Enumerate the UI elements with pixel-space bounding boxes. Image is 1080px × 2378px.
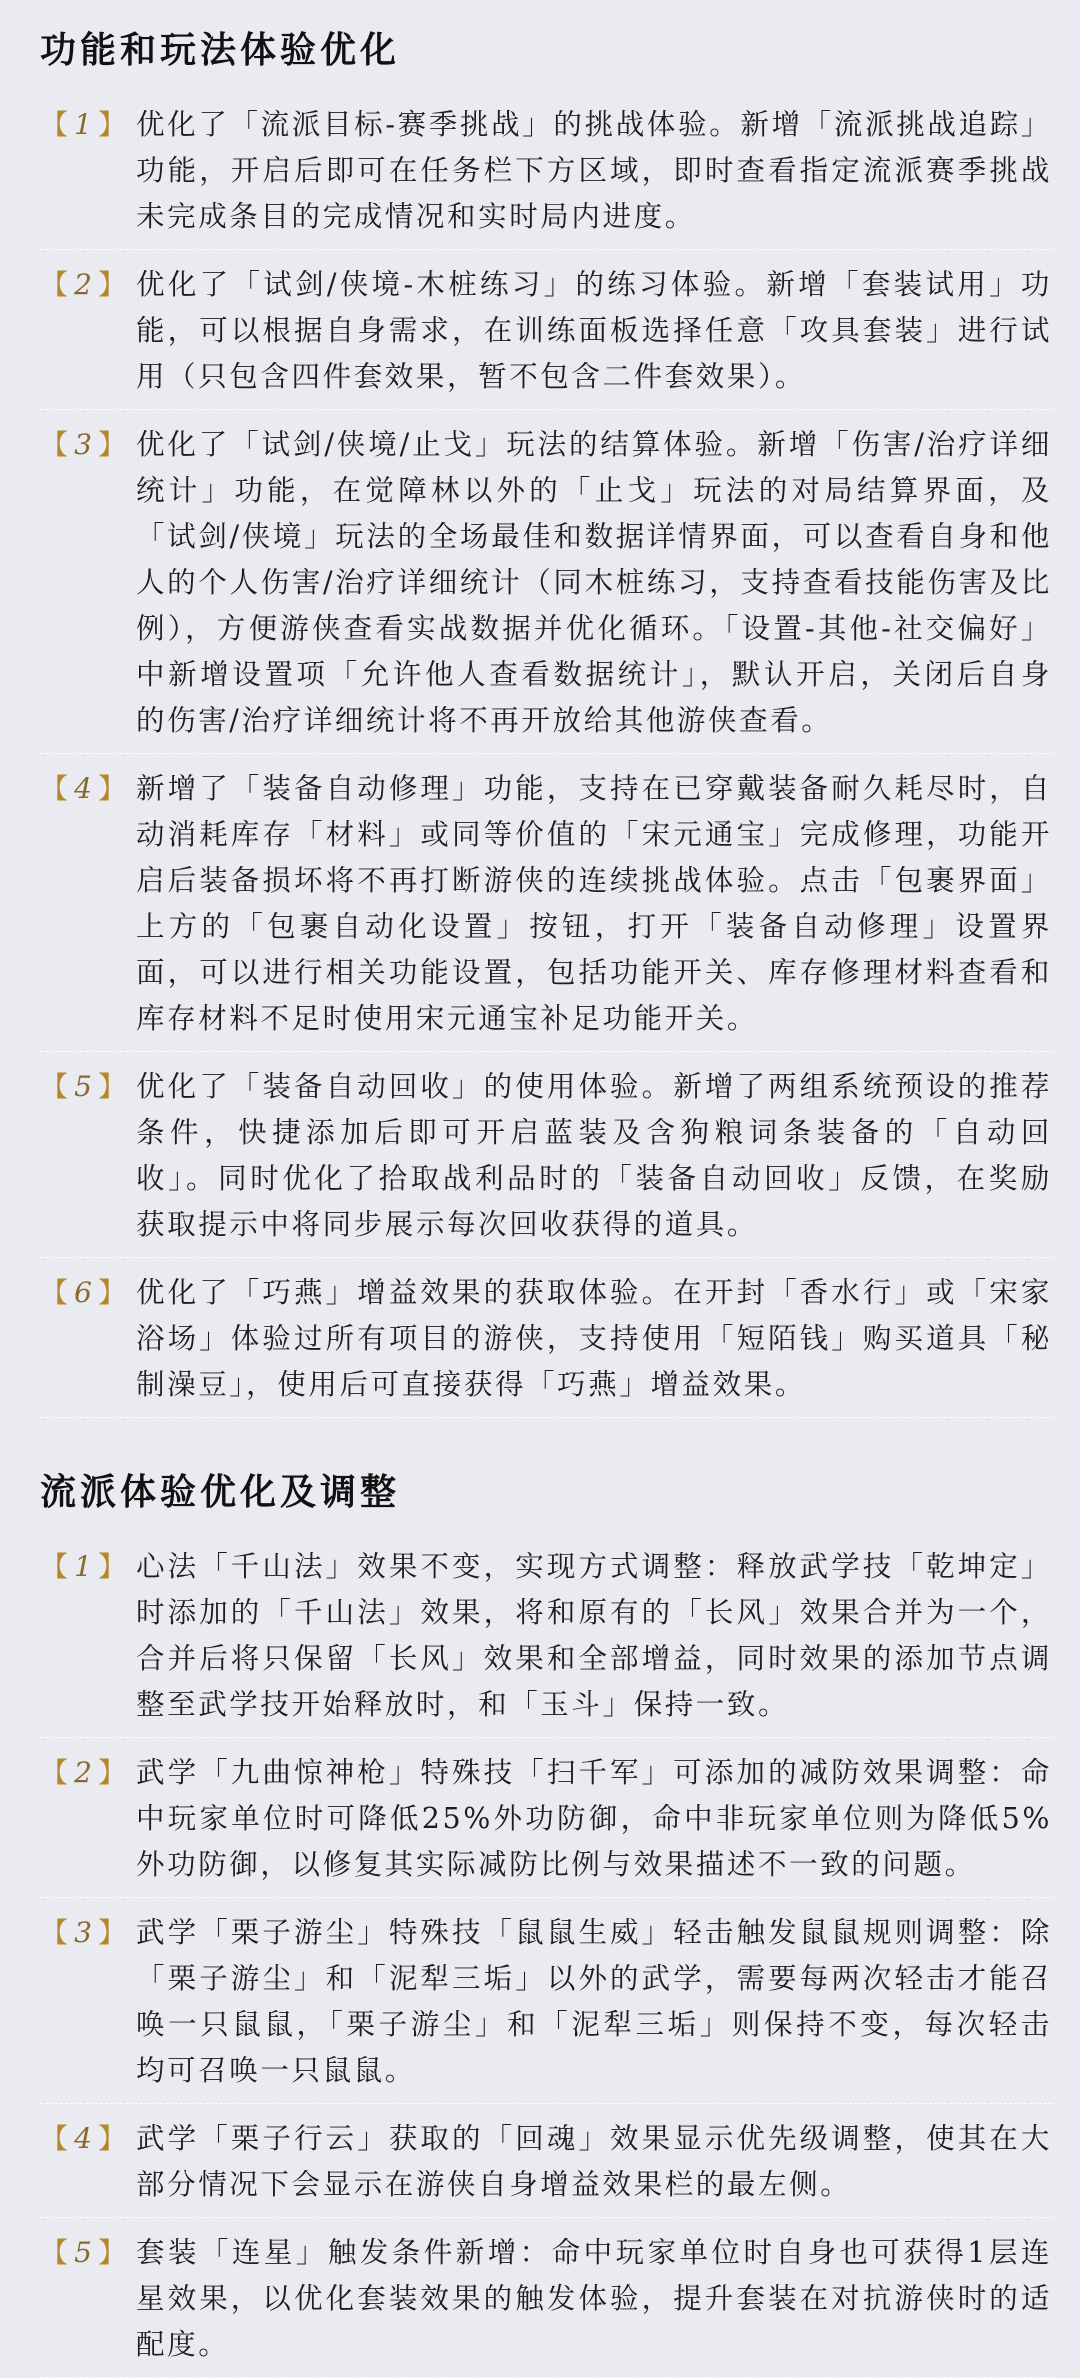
item-number-badge <box>40 1064 136 1110</box>
list-item <box>40 102 1052 250</box>
item-number-badge <box>40 1910 136 1956</box>
item-text: 武学「栗子行云」获取的「回魂」效果显示优先级调整，使其在大部分情况下会显示在游侠自身增益效果栏的最左侧。 <box>136 2122 1052 2201</box>
bracket-open: 【 <box>40 428 69 461</box>
item-number: 3 <box>74 428 92 461</box>
item-number: 6 <box>74 1276 92 1309</box>
item-number: 3 <box>74 1916 92 1949</box>
bracket-close: 】 <box>98 2236 127 2269</box>
bracket-open: 【 <box>40 1756 69 1789</box>
item-number-badge <box>40 1750 136 1796</box>
bracket-close: 】 <box>98 268 127 301</box>
bracket-open: 【 <box>40 1550 69 1583</box>
bracket-close: 】 <box>98 772 127 805</box>
bracket-close: 】 <box>98 428 127 461</box>
item-text: 新增了「装备自动修理」功能，支持在已穿戴装备耐久耗尽时，自动消耗库存「材料」或同等价值的「宋元通宝」完成修理，功能开启后装备损坏将不再打断游侠的连续挑战体验。点击「包裹界面」上方的「包裹自动化设置」按钮，打开「装备自动修理」设置界面，可以进行相关功能设置，包括功能开关、库存修理材料查看和库存材料不足时使用宋元通宝补足功能开关。 <box>136 772 1052 1035</box>
item-number: 1 <box>74 1550 92 1583</box>
item-text: 武学「栗子游尘」特殊技「鼠鼠生威」轻击触发鼠鼠规则调整：除「栗子游尘」和「泥犁三垢」以外的武学，需要每两次轻击才能召唤一只鼠鼠，「栗子游尘」和「泥犁三垢」则保持不变，每次轻击均可召唤一只鼠鼠。 <box>136 1916 1052 2087</box>
item-number: 5 <box>74 2236 92 2269</box>
item-number-badge <box>40 2230 136 2276</box>
item-number-badge <box>40 2116 136 2162</box>
item-number: 2 <box>74 268 92 301</box>
item-number: 1 <box>74 108 92 141</box>
bracket-open: 【 <box>40 772 69 805</box>
item-number: 2 <box>74 1756 92 1789</box>
list-item <box>40 1270 1052 1418</box>
bracket-close: 】 <box>98 108 127 141</box>
item-number-badge <box>40 262 136 308</box>
section-features-list <box>40 102 1052 1418</box>
bracket-open: 【 <box>40 2236 69 2269</box>
list-item <box>40 1750 1052 1898</box>
bracket-open: 【 <box>40 108 69 141</box>
section-school-list <box>40 1544 1052 2378</box>
list-item <box>40 766 1052 1052</box>
bracket-open: 【 <box>40 2122 69 2155</box>
item-text: 优化了「流派目标-赛季挑战」的挑战体验。新增「流派挑战追踪」功能，开启后即可在任务栏下方区域，即时查看指定流派赛季挑战未完成条目的完成情况和实时局内进度。 <box>136 108 1052 233</box>
item-text: 优化了「试剑/侠境-木桩练习」的练习体验。新增「套装试用」功能，可以根据自身需求，在训练面板选择任意「攻具套装」进行试用（只包含四件套效果，暂不包含二件套效果）。 <box>136 268 1052 393</box>
item-number-badge <box>40 766 136 812</box>
list-item <box>40 1910 1052 2104</box>
list-item <box>40 2116 1052 2218</box>
item-text: 武学「九曲惊神枪」特殊技「扫千军」可添加的减防效果调整：命中玩家单位时可降低25%外功防御，命中非玩家单位则为降低5%外功防御，以修复其实际减防比例与效果描述不一致的问题。 <box>136 1756 1052 1881</box>
item-number-badge <box>40 1544 136 1590</box>
list-item <box>40 1544 1052 1738</box>
item-number: 5 <box>74 1070 92 1103</box>
list-item <box>40 2230 1052 2378</box>
bracket-close: 】 <box>98 1550 127 1583</box>
item-text: 优化了「试剑/侠境/止戈」玩法的结算体验。新增「伤害/治疗详细统计」功能，在觉障林以外的「止戈」玩法的对局结算界面，及「试剑/侠境」玩法的全场最佳和数据详情界面，可以查看自身和他人的个人伤害/治疗详细统计（同木桩练习，支持查看技能伤害及比例），方便游侠查看实战数据并优化循环。「设置-其他-社交偏好」中新增设置项「允许他人查看数据统计」，默认开启，关闭后自身的伤害/治疗详细统计将不再开放给其他游侠查看。 <box>136 428 1052 737</box>
item-number-badge <box>40 102 136 148</box>
list-item <box>40 1064 1052 1258</box>
item-number: 4 <box>74 772 92 805</box>
item-number-badge <box>40 1270 136 1316</box>
item-text: 优化了「巧燕」增益效果的获取体验。在开封「香水行」或「宋家浴场」体验过所有项目的游侠，支持使用「短陌钱」购买道具「秘制澡豆」，使用后可直接获得「巧燕」增益效果。 <box>136 1276 1052 1401</box>
section-title-school-adjustments: 流派体验优化及调整 <box>40 1472 401 1513</box>
section-title-features: 功能和玩法体验优化 <box>40 30 401 71</box>
item-number: 4 <box>74 2122 92 2155</box>
bracket-close: 】 <box>98 1916 127 1949</box>
item-text: 心法「千山法」效果不变，实现方式调整：释放武学技「乾坤定」时添加的「千山法」效果，将和原有的「长风」效果合并为一个，合并后将只保留「长风」效果和全部增益，同时效果的添加节点调整至武学技开始释放时，和「玉斗」保持一致。 <box>136 1550 1052 1721</box>
bracket-open: 【 <box>40 1916 69 1949</box>
bracket-close: 】 <box>98 1276 127 1309</box>
bracket-open: 【 <box>40 1276 69 1309</box>
bracket-close: 】 <box>98 1756 127 1789</box>
item-number-badge <box>40 422 136 468</box>
bracket-close: 】 <box>98 2122 127 2155</box>
bracket-open: 【 <box>40 1070 69 1103</box>
list-item <box>40 262 1052 410</box>
list-item <box>40 422 1052 754</box>
bracket-close: 】 <box>98 1070 127 1103</box>
item-text: 套装「连星」触发条件新增：命中玩家单位时自身也可获得1层连星效果，以优化套装效果的触发体验，提升套装在对抗游侠时的适配度。 <box>136 2236 1052 2361</box>
item-text: 优化了「装备自动回收」的使用体验。新增了两组系统预设的推荐条件，快捷添加后即可开启蓝装及含狗粮词条装备的「自动回收」。同时优化了拾取战利品时的「装备自动回收」反馈，在奖励获取提示中将同步展示每次回收获得的道具。 <box>136 1070 1052 1241</box>
bracket-open: 【 <box>40 268 69 301</box>
